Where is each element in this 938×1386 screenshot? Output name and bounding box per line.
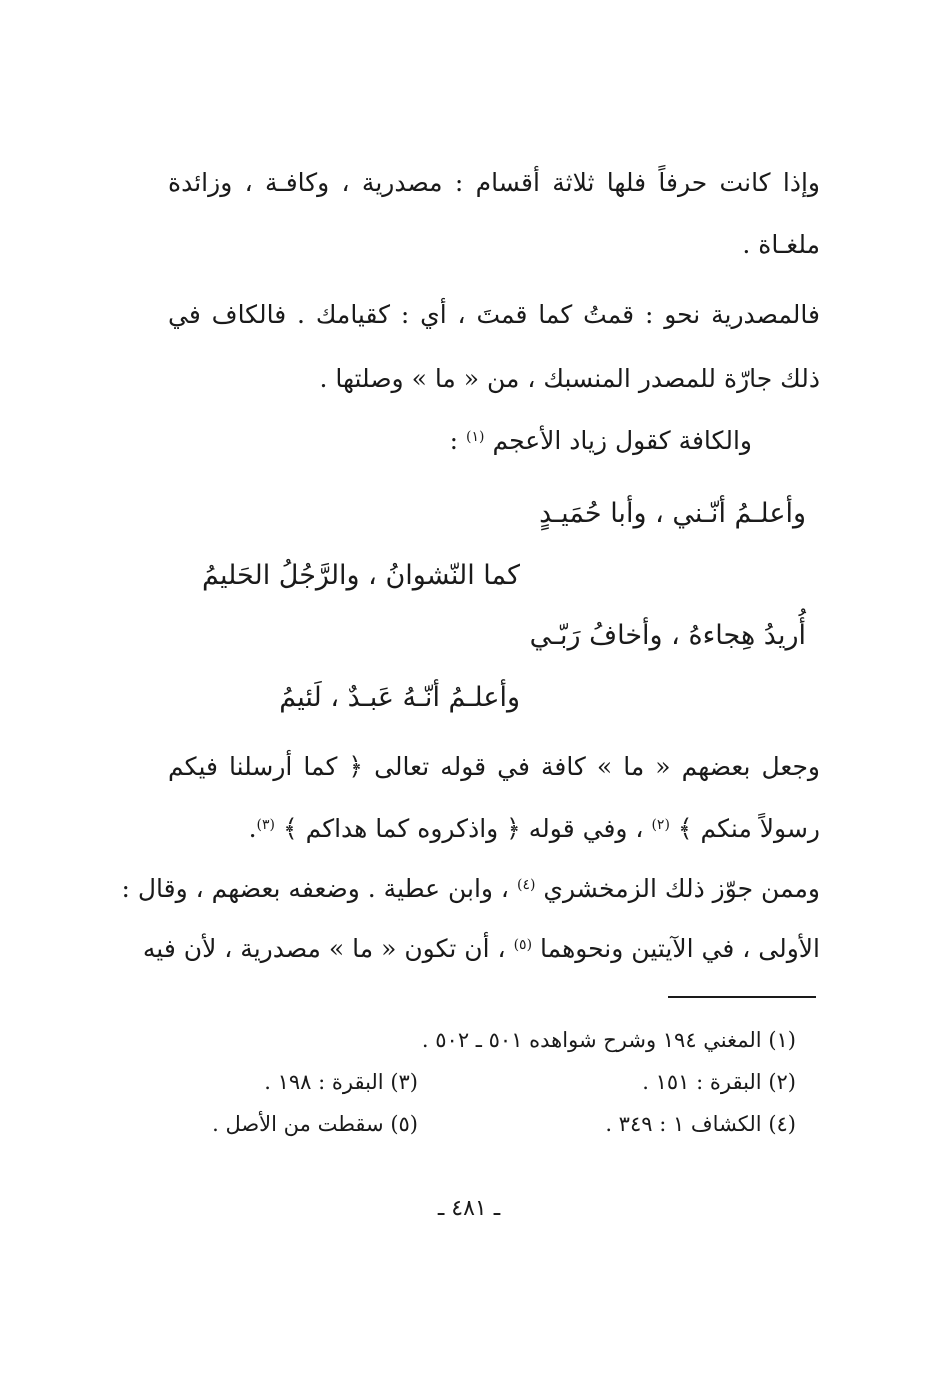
body-line: والكافة كقول زياد الأعجم $^{(١)}$ : xyxy=(449,426,752,455)
body-line: فالمصدرية نحو : قمتُ كما قمتَ ، أي : كقيامك . فالكاف في xyxy=(168,300,820,329)
footnote: (٥) سقطت من الأصل . xyxy=(212,1112,418,1136)
page-number: ـ ٤٨١ ـ xyxy=(437,1196,501,1221)
footnote: (١) المغني ١٩٤ وشرح شواهده ٥٠١ ـ ٥٠٢ . xyxy=(421,1028,796,1052)
footnote: (٣) البقرة : ١٩٨ . xyxy=(264,1070,418,1094)
footnote-divider xyxy=(668,996,816,998)
verse-line: وأعلـمُ أنّـني ، وأبا حُمَيـدٍ xyxy=(539,498,806,529)
verse-line: أُريدُ هِجاءهُ ، وأخافُ رَبّـي xyxy=(529,620,806,651)
body-line: ملغـاة . xyxy=(742,230,820,259)
body-line: وممن جوّز ذلك الزمخشري $^{(٤)}$ ، وابن عطية . وضعفه بعضهم ، وقال : xyxy=(121,874,820,903)
footnote-ref: (٣) xyxy=(256,817,276,833)
footnote-ref: (٢) xyxy=(651,817,670,833)
verse-line: وأعلـمُ أنّـهُ عَبـدٌ ، لَئيمُ xyxy=(279,682,520,713)
footnote-ref: (٤) xyxy=(516,877,536,893)
body-line: ذلك جارّة للمصدر المنسبك ، من « ما » وصلتها . xyxy=(319,364,820,393)
footnote: (٤) الكشاف ١ : ٣٤٩ . xyxy=(605,1112,796,1136)
verse-line: كما النّشوانُ ، والرَّجُلُ الحَليمُ xyxy=(202,560,520,591)
body-line: الأولى ، في الآيتين ونحوهما $^{(٥)}$ ، أن تكون « ما » مصدرية ، لأن فيه xyxy=(142,934,820,963)
body-line: وجعل بعضهم « ما » كافة في قوله تعالى ﴿ كما أرسلنا فيكم xyxy=(168,752,820,781)
footnote-ref: (٥) xyxy=(513,937,533,953)
body-line: وإذا كانت حرفاً فلها ثلاثة أقسام : مصدرية ، وكافـة ، وزائدة xyxy=(168,168,820,197)
footnote-ref: (١) xyxy=(466,429,485,445)
body-line: رسولاً منكم ﴾ $^{(٢)}$ ، وفي قوله ﴿ واذكروه كما هداكم ﴾ $^{(٣)}$. xyxy=(248,814,820,843)
footnote: (٢) البقرة : ١٥١ . xyxy=(642,1070,796,1094)
